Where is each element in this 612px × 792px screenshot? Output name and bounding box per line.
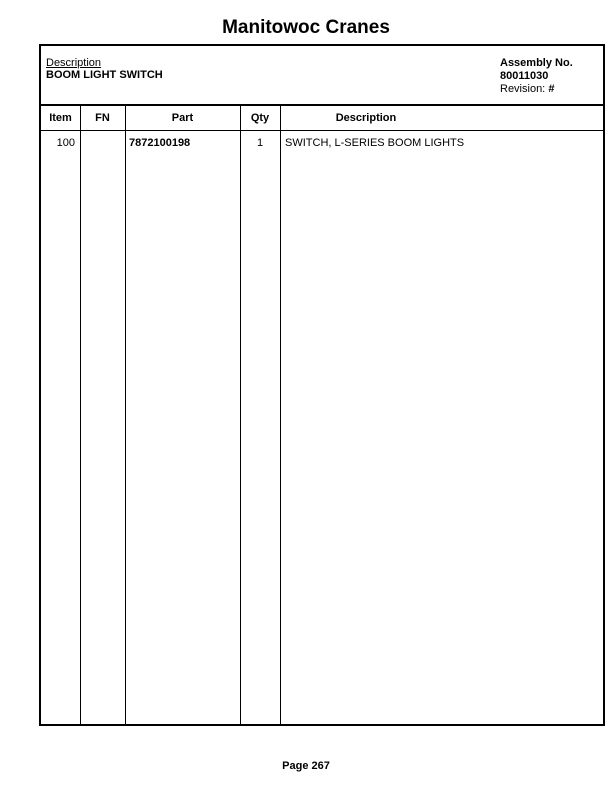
table-header-divider [41, 130, 603, 131]
column-divider [280, 104, 281, 724]
assembly-number: 80011030 [500, 70, 549, 82]
revision [500, 83, 554, 95]
assembly-header [41, 46, 603, 106]
assembly-number-label: Assembly No. [500, 57, 573, 69]
column-header-item: Item [49, 112, 72, 124]
revision-label: Revision: [500, 83, 546, 95]
page-number: Page 267 [282, 760, 330, 772]
column-header-qty: Qty [250, 112, 270, 124]
row-description: SWITCH, L-SERIES BOOM LIGHTS [285, 137, 465, 149]
assembly-description: BOOM LIGHT SWITCH [46, 69, 163, 81]
page-title: Manitowoc Cranes [222, 17, 390, 38]
column-divider [80, 104, 81, 724]
column-divider [125, 104, 126, 724]
column-header-description: Description [335, 112, 397, 124]
column-header-fn: FN [95, 112, 110, 124]
description-label: Description [46, 57, 102, 69]
revision-value: # [548, 83, 555, 95]
parts-list-frame [39, 44, 605, 726]
column-header-part: Part [171, 112, 194, 124]
row-item: 100 [56, 137, 75, 149]
column-divider [240, 104, 241, 724]
row-part-number: 7872100198 [129, 137, 191, 149]
row-qty: 1 [256, 137, 264, 149]
